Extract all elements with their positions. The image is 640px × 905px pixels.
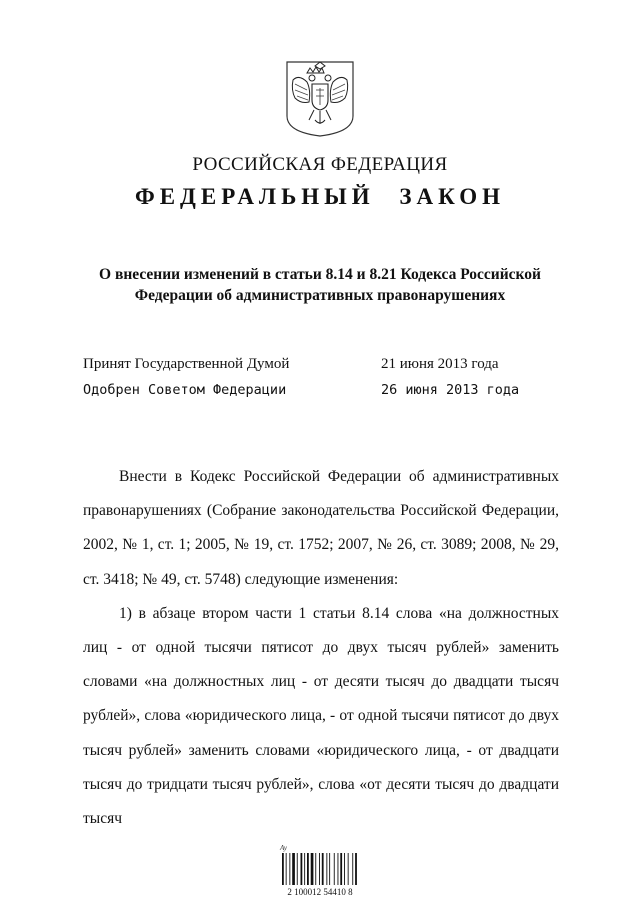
coat-of-arms-icon xyxy=(285,60,355,138)
document-type: ФЕДЕРАЛЬНЫЙ ЗАКОН xyxy=(134,184,506,209)
adopted-by-duma-date: 21 июня 2013 года xyxy=(381,356,499,372)
barcode-bars xyxy=(282,853,357,885)
law-body xyxy=(83,460,559,836)
adopted-by-duma-label: Принят Государственной Думой xyxy=(83,356,290,372)
svg-text:Ay: Ay xyxy=(280,844,287,852)
body-paragraph-amendment-1: 1) в абзаце втором части 1 статьи 8.14 слова «на должностных лиц - от одной тысячи пятисот до двух тысяч рублей» заменить словами «на должностных лиц - от десяти тысяч до двадцати тысяч рублей», слова «юридического лица, - от одной тысячи пятисот до двух тысяч рублей» заменить словами «юридического лица, - от двадцати тысяч до тридцати тысяч рублей», слова «от десяти тысяч до двадцати тысяч xyxy=(83,604,559,828)
law-title: О внесении изменений в статьи 8.14 и 8.21 Кодекса Российской Федерации об административных правонарушениях xyxy=(99,266,541,304)
approved-by-council-date: 26 июня 2013 года xyxy=(381,382,520,398)
approved-by-council-label: Одобрен Советом Федерации xyxy=(83,382,287,398)
country-name: РОССИЙСКАЯ ФЕДЕРАЦИЯ xyxy=(192,154,448,175)
barcode-icon xyxy=(278,842,362,898)
barcode-number: 2 100012 54410 8 xyxy=(287,887,353,897)
body-paragraph-intro: Внести в Кодекс Российской Федерации об административных правонарушениях (Собрание законодательства Российской Федерации, 2002, № 1, ст. 1; 2005, № 19, ст. 1752; 2007, № 26, ст. 3089; 2008, № 29, ст. 3418; № 49, ст. 5748) следующие изменения: xyxy=(83,468,559,588)
